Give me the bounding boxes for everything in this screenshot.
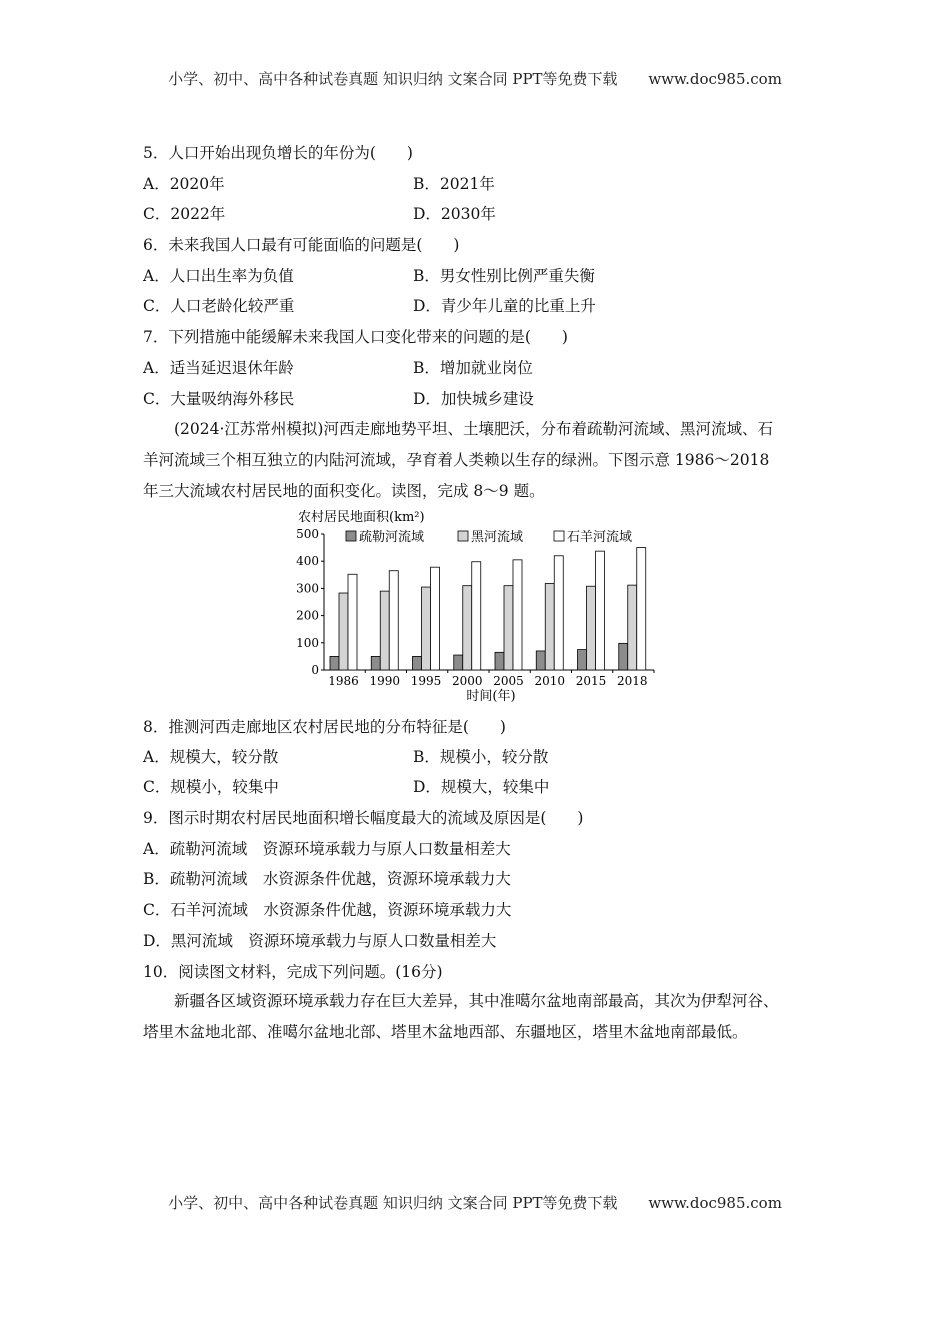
y-tick-label: 300	[296, 581, 319, 596]
passage-1	[143, 414, 813, 507]
legend-label-黑河流域: 黑河流域	[471, 530, 524, 545]
q6-option-a[interactable]: A．人口出生率为负值	[143, 267, 294, 285]
chart-title: 农村居民地面积(km²)	[298, 510, 425, 525]
q8-stem: 8．推测河西走廊地区农村居民地的分布特征是( )	[143, 718, 506, 736]
q5-stem: 5．人口开始出现负增长的年份为( )	[143, 144, 413, 162]
chart-legend	[346, 529, 632, 545]
q5-option-a[interactable]: A．2020年	[143, 175, 225, 193]
header-text: 小学、初中、高中各种试卷真题 知识归纳 文案合同 PPT等免费下载	[168, 70, 618, 88]
q10-material-line-2: 塔里木盆地北部、准噶尔盆地北部、塔里木盆地西部、东疆地区，塔里木盆地南部最低。	[143, 1023, 748, 1041]
q10-material	[143, 986, 813, 1048]
legend-swatch-疏勒河流域	[346, 531, 356, 541]
x-tick-label: 1995	[410, 674, 442, 688]
header-site: www.doc985.com	[648, 70, 782, 88]
bar-黑河流域-2005	[504, 586, 513, 670]
bar-疏勒河流域-1986	[330, 656, 339, 670]
q10-stem: 10．阅读图文材料，完成下列问题。(16分)	[143, 963, 443, 981]
q8-option-b[interactable]: B．规模小，较分散	[413, 748, 549, 766]
bar-黑河流域-2018	[628, 585, 637, 670]
page-header	[0, 68, 950, 89]
bar-石羊河流域-2005	[513, 560, 522, 670]
q8-option-c[interactable]: C．规模小，较集中	[143, 778, 279, 796]
bar-疏勒河流域-1995	[413, 656, 422, 670]
y-tick-label: 400	[296, 554, 319, 569]
q9-option-a[interactable]: A．疏勒河流域 资源环境承载力与原人口数量相差大	[143, 840, 511, 858]
bar-疏勒河流域-2015	[578, 650, 587, 670]
bar-疏勒河流域-2005	[495, 652, 504, 670]
legend-label-石羊河流域: 石羊河流域	[567, 530, 633, 545]
bar-石羊河流域-2015	[596, 551, 605, 670]
y-tick-label: 200	[296, 608, 319, 623]
q7-option-d[interactable]: D．加快城乡建设	[413, 390, 534, 408]
bar-石羊河流域-2018	[637, 548, 646, 670]
q7-option-a[interactable]: A．适当延迟退休年龄	[143, 359, 294, 377]
q7-option-b[interactable]: B．增加就业岗位	[413, 359, 533, 377]
q9-stem: 9．图示时期农村居民地面积增长幅度最大的流域及原因是( )	[143, 809, 584, 827]
q7-stem: 7．下列措施中能缓解未来我国人口变化带来的问题的是( )	[143, 328, 568, 346]
bar-疏勒河流域-2010	[536, 651, 545, 670]
q6-stem: 6．未来我国人口最有可能面临的问题是( )	[143, 236, 460, 254]
q6-option-b[interactable]: B．男女性别比例严重失衡	[413, 267, 595, 285]
y-tick-label: 100	[296, 635, 319, 650]
y-tick-label: 500	[296, 527, 319, 541]
q6-option-d[interactable]: D．青少年儿童的比重上升	[413, 297, 596, 315]
x-tick-label: 2010	[534, 674, 566, 688]
legend-label-疏勒河流域: 疏勒河流域	[359, 530, 425, 545]
bar-黑河流域-1990	[380, 591, 389, 670]
x-tick-label: 1986	[328, 674, 359, 688]
x-tick-label: 1990	[369, 674, 401, 688]
bar-黑河流域-1995	[422, 587, 431, 670]
x-tick-label: 2005	[493, 674, 524, 688]
q9-option-d[interactable]: D．黑河流域 资源环境承载力与原人口数量相差大	[143, 932, 497, 950]
x-tick-label: 2018	[616, 674, 648, 688]
bar-疏勒河流域-1990	[371, 656, 380, 670]
q5-option-c[interactable]: C．2022年	[143, 205, 226, 223]
x-tick-label: 2000	[451, 674, 483, 688]
q5-option-b[interactable]: B．2021年	[413, 175, 495, 193]
y-tick-label: 0	[311, 663, 319, 677]
q9-option-c[interactable]: C．石羊河流域 水资源条件优越，资源环境承载力大	[143, 901, 512, 919]
bar-石羊河流域-2000	[472, 562, 481, 670]
q8-option-a[interactable]: A．规模大，较分散	[143, 748, 279, 766]
bar-疏勒河流域-2018	[619, 643, 628, 670]
bar-石羊河流域-2010	[554, 556, 563, 670]
bar-石羊河流域-1990	[389, 571, 398, 670]
legend-swatch-黑河流域	[458, 531, 468, 541]
passage-1-line-3: 年三大流域农村居民地的面积变化。读图，完成 8～9 题。	[143, 482, 545, 500]
bar-黑河流域-2010	[545, 584, 554, 670]
q10-material-line-1: 新疆各区域资源环境承载力存在巨大差异，其中准噶尔盆地南部最高，其次为伊犁河谷、	[174, 992, 779, 1010]
x-tick-label: 2015	[575, 674, 607, 688]
bar-石羊河流域-1986	[348, 574, 357, 670]
bar-黑河流域-2000	[463, 586, 472, 670]
q9-option-b[interactable]: B．疏勒河流域 水资源条件优越，资源环境承载力大	[143, 870, 511, 888]
footer-text: 小学、初中、高中各种试卷真题 知识归纳 文案合同 PPT等免费下载	[168, 1194, 618, 1212]
legend-swatch-石羊河流域	[554, 531, 564, 541]
bar-黑河流域-1986	[339, 593, 348, 670]
q6-option-c[interactable]: C．人口老龄化较严重	[143, 297, 295, 315]
q8-option-d[interactable]: D．规模大，较集中	[413, 778, 550, 796]
bar-石羊河流域-1995	[431, 567, 440, 670]
footer-site: www.doc985.com	[648, 1194, 782, 1212]
bar-黑河流域-2015	[587, 586, 596, 670]
passage-1-line-1: (2024·江苏常州模拟)河西走廊地势平坦、土壤肥沃，分布着疏勒河流域、黑河流域、石	[174, 420, 773, 438]
page-footer	[0, 1192, 950, 1213]
chart-plot-area	[296, 527, 654, 688]
bar-疏勒河流域-2000	[454, 655, 463, 670]
passage-1-line-2: 羊河流域三个相互独立的内陆河流域，孕育着人类赖以生存的绿洲。下图示意 1986～2018	[143, 451, 770, 469]
rural-settlement-area-chart	[280, 504, 680, 704]
chart-x-label: 时间(年)	[466, 689, 516, 704]
q7-option-c[interactable]: C．大量吸纳海外移民	[143, 390, 295, 408]
q5-option-d[interactable]: D．2030年	[413, 205, 496, 223]
